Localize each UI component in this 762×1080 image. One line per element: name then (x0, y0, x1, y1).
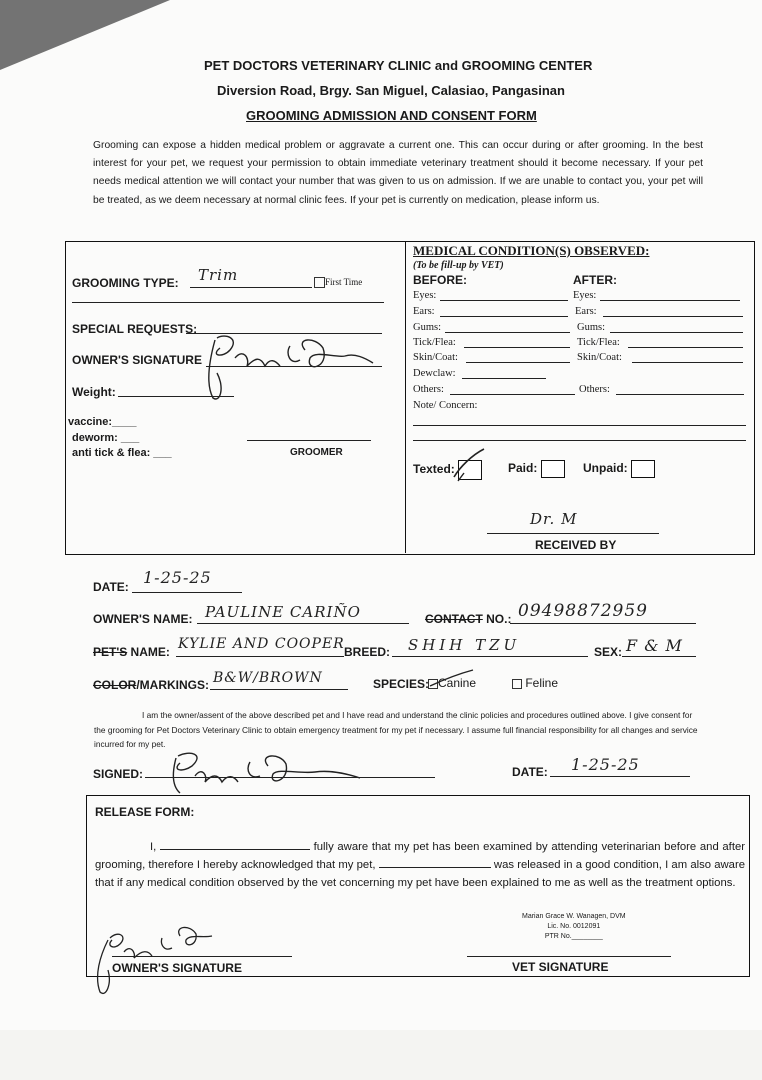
before-label: BEFORE: (413, 273, 467, 287)
before-eyes-label: Eyes: (413, 290, 437, 301)
before-ears-label: Ears: (413, 306, 435, 317)
note-line-2[interactable] (413, 440, 746, 441)
clinic-address: Diversion Road, Brgy. San Miguel, Calasiao, Pangasinan (217, 83, 565, 98)
release-text-c: was released in a good condition, I am also aware that if any medical condition observed by the vet concerning my pet have been explained to me as well as the treatment options. (95, 859, 746, 889)
contact-line[interactable] (510, 623, 696, 624)
color-markings-label (93, 678, 209, 692)
feline-label: Feline (525, 676, 559, 690)
vaccine-label: vaccine:____ (68, 416, 137, 428)
texted-check-mark (450, 447, 490, 487)
before-dewclaw-line[interactable] (462, 378, 546, 379)
date-line[interactable] (132, 592, 242, 593)
color-label-rest: /MARKINGS: (136, 678, 210, 692)
medical-conditions-title: MEDICAL CONDITION(S) OBSERVED: (413, 243, 650, 258)
note-concern-label: Note/ Concern: (413, 400, 478, 411)
feline-checkbox[interactable] (512, 679, 522, 689)
contact-label-struck: CONTACT (425, 612, 483, 626)
special-requests-label: SPECIAL REQUESTS: (72, 322, 198, 336)
note-line-1[interactable] (413, 425, 746, 426)
after-skin-label: Skin/Coat: (577, 352, 622, 363)
before-skin-label: Skin/Coat: (413, 352, 458, 363)
before-tick-line[interactable] (464, 347, 570, 348)
groomer-line[interactable] (247, 440, 371, 441)
contact-label-rest: NO.: (486, 612, 512, 626)
after-others-label: Others: (579, 384, 610, 395)
anti-tick-label: anti tick & flea: ___ (72, 447, 172, 459)
after-gums-line[interactable] (610, 332, 743, 333)
grooming-type-label: GROOMING TYPE: (72, 276, 179, 290)
release-i-label: I, (150, 841, 157, 853)
release-owner-signature-label: OWNER'S SIGNATURE (112, 961, 242, 975)
after-label: AFTER: (573, 273, 617, 287)
release-text-b: fully aware that my pet has been examined by attending veterinarian before and after grooming, therefore I hereby acknowledged that my pet, (95, 841, 745, 871)
before-others-line[interactable] (450, 394, 575, 395)
sex-line[interactable] (622, 656, 696, 657)
first-time-label: First Time (325, 277, 363, 287)
color-value[interactable]: B&W/BROWN (213, 670, 323, 686)
before-skin-line[interactable] (466, 362, 570, 363)
breed-label: BREED: (344, 645, 391, 659)
folded-corner-shadow (0, 0, 170, 70)
release-form-title: RELEASE FORM: (95, 805, 195, 819)
texted-label: Texted: (413, 462, 455, 477)
after-tick-line[interactable] (628, 347, 743, 348)
after-gums-label: Gums: (577, 322, 606, 333)
grooming-extra-line (72, 302, 384, 303)
unpaid-label: Unpaid: (583, 461, 628, 476)
canine-label: Canine (438, 676, 477, 690)
before-gums-label: Gums: (413, 322, 442, 333)
clinic-name: PET DOCTORS VETERINARY CLINIC and GROOMING CENTER (204, 58, 593, 73)
unpaid-checkbox[interactable] (631, 460, 655, 478)
owners-name-line[interactable] (197, 623, 409, 624)
paid-label: Paid: (508, 461, 538, 476)
intro-paragraph: Grooming can expose a hidden medical problem or aggravate a current one. This can occur during or after grooming. In the best interest for your pet, we request your permission to obtain immediate veterinary treatment should it become necessary. If your pet needs medical attention we will contact your number that was given to us on admission. If we are unable to contact you, your pet will be treated, as we deem necessary at normal clinic fees. If your pet is currently on medication, please inform us. (93, 140, 703, 206)
pets-name-label (93, 645, 170, 659)
vet-signature-line[interactable] (467, 956, 671, 957)
before-dewclaw-label: Dewclaw: (413, 368, 456, 379)
pets-name-line[interactable] (176, 656, 344, 657)
date-label: DATE: (93, 580, 129, 594)
before-ears-line[interactable] (440, 316, 568, 317)
before-eyes-line[interactable] (440, 300, 568, 301)
release-form-text (95, 838, 745, 892)
deworm-label: deworm: ___ (72, 432, 140, 444)
medical-subtitle: (To be fill-up by VET) (413, 260, 504, 271)
paid-checkbox[interactable] (541, 460, 565, 478)
groomer-label: GROOMER (290, 447, 343, 458)
weight-line[interactable] (118, 396, 234, 397)
form-title: GROOMING ADMISSION AND CONSENT FORM (246, 108, 537, 123)
pets-name-value[interactable]: KYLIE AND COOPER (178, 636, 345, 652)
date-value[interactable]: 1-25-25 (143, 568, 212, 587)
contact-label (425, 612, 511, 626)
after-others-line[interactable] (616, 394, 744, 395)
release-owner-signature-mark (90, 918, 230, 998)
grooming-type-value[interactable]: Trim (198, 266, 239, 284)
sex-value[interactable]: F & M (626, 636, 683, 655)
pets-name-label-struck: PET'S (93, 645, 128, 659)
box-divider (405, 241, 406, 553)
canine-check-mark (428, 668, 478, 690)
grooming-type-line (190, 287, 312, 288)
received-by-signature: Dr. M (530, 510, 578, 528)
after-eyes-label: Eyes: (573, 290, 597, 301)
paid-option[interactable] (508, 460, 565, 478)
before-tick-label: Tick/Flea: (413, 337, 456, 348)
contact-value[interactable]: 09498872959 (518, 601, 648, 621)
owner-signature-label: OWNER'S SIGNATURE (72, 353, 202, 367)
first-time-option[interactable] (314, 277, 362, 288)
before-others-label: Others: (413, 384, 444, 395)
after-ears-label: Ears: (575, 306, 597, 317)
breed-value[interactable]: SHIH TZU (408, 636, 521, 654)
received-by-line[interactable] (487, 533, 659, 534)
sex-label: SEX: (594, 645, 623, 659)
received-by-label: RECEIVED BY (535, 538, 617, 552)
consent-date-label: DATE: (512, 765, 548, 779)
consent-date-line[interactable] (550, 776, 690, 777)
consent-date-value[interactable]: 1-25-25 (571, 755, 640, 774)
after-ears-line[interactable] (603, 316, 743, 317)
consent-signature-mark (150, 748, 370, 798)
signed-label: SIGNED: (93, 767, 144, 781)
color-label-struck: COLOR (93, 678, 137, 692)
after-eyes-line[interactable] (600, 300, 740, 301)
owners-name-label: OWNER'S NAME: (93, 612, 193, 626)
pets-name-label-rest: NAME: (130, 645, 170, 659)
vet-ptr: PTR No.________ (544, 933, 603, 940)
vet-stamp (522, 912, 626, 942)
vet-lic: Lic. No. 0012091 (547, 923, 601, 930)
breed-line[interactable] (392, 656, 588, 657)
color-line[interactable] (210, 689, 348, 690)
consent-text: I am the owner/assent of the above described pet and I have read and understand the clinic policies and procedures outlined above. I give consent for the grooming for Pet Doctors Veterinary Clinic to obtain emergency treatment for my pet if necessary. I assume full financial responsibility for all changes and service incurred for my pet. (94, 710, 698, 749)
after-tick-label: Tick/Flea: (577, 337, 620, 348)
vet-name: Marian Grace W. Wanagen, DVM (522, 913, 626, 920)
after-skin-line[interactable] (632, 362, 743, 363)
release-owner-name-blank[interactable] (160, 849, 310, 850)
vet-signature-label: VET SIGNATURE (512, 960, 609, 974)
first-time-checkbox[interactable] (314, 277, 325, 288)
before-gums-line[interactable] (445, 332, 570, 333)
species-label: SPECIES: (373, 677, 430, 691)
feline-option[interactable] (512, 676, 558, 690)
release-pet-name-blank[interactable] (379, 867, 491, 868)
unpaid-option[interactable] (583, 460, 655, 478)
owners-name-value[interactable]: PAULINE CARIÑO (205, 603, 361, 621)
weight-label: Weight: (72, 385, 116, 399)
